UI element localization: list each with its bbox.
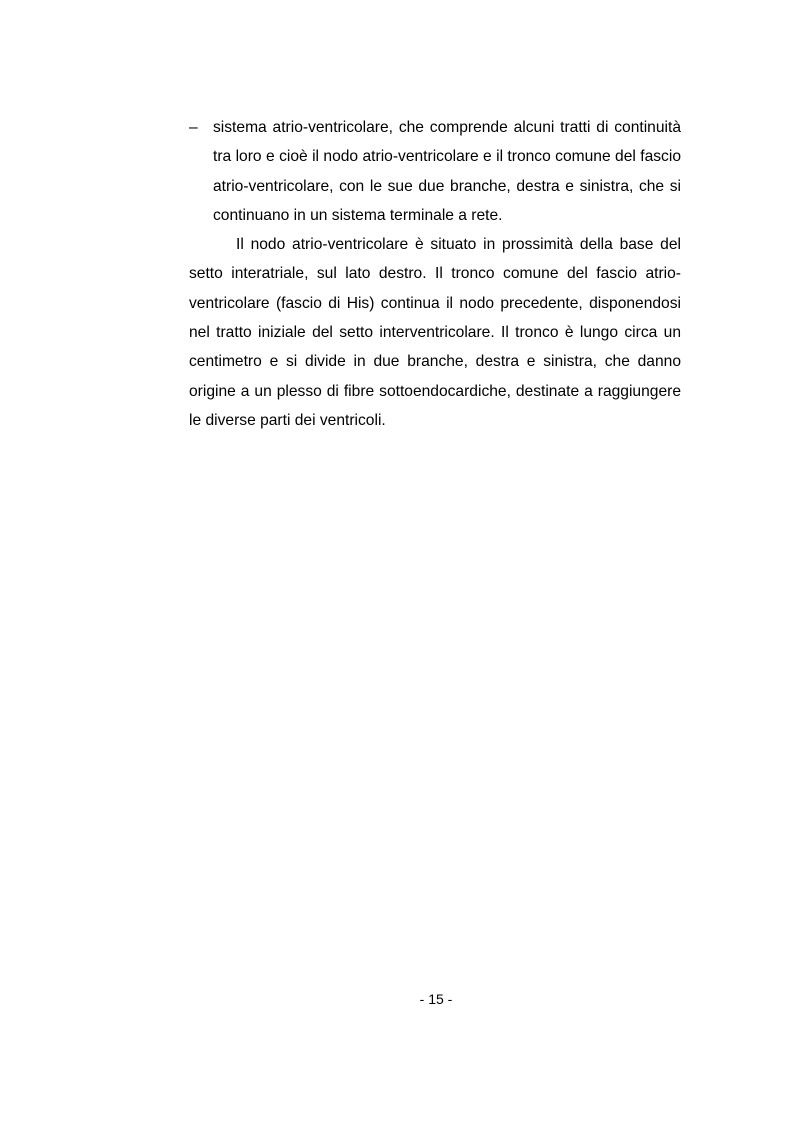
page-number: - 15 - xyxy=(419,991,453,1007)
list-dash: – xyxy=(189,119,198,136)
body-text xyxy=(189,113,681,435)
list-item xyxy=(189,113,681,230)
paragraph: Il nodo atrio-ventricolare è situato in prossimità della base del setto interatriale, sul lato destro. Il tronco comune del fascio atrio-ventricolare (fascio di His) continua il nodo precedente, disponendosi nel tratto iniziale del setto interventricolare. Il tronco è lungo circa un centimetro e si divide in due branche, destra e sinistra, che danno origine a un plesso di fibre sottoendocardiche, destinate a raggiungere le diverse parti dei ventricoli. xyxy=(189,236,681,429)
list-item-text: sistema atrio-ventricolare, che comprende alcuni tratti di continuità tra loro e cioè il nodo atrio-ventricolare e il tronco comune del fascio atrio-ventricolare, con le sue due branche, destra e sinistra, che si continuano in un sistema terminale a rete. xyxy=(213,119,681,224)
